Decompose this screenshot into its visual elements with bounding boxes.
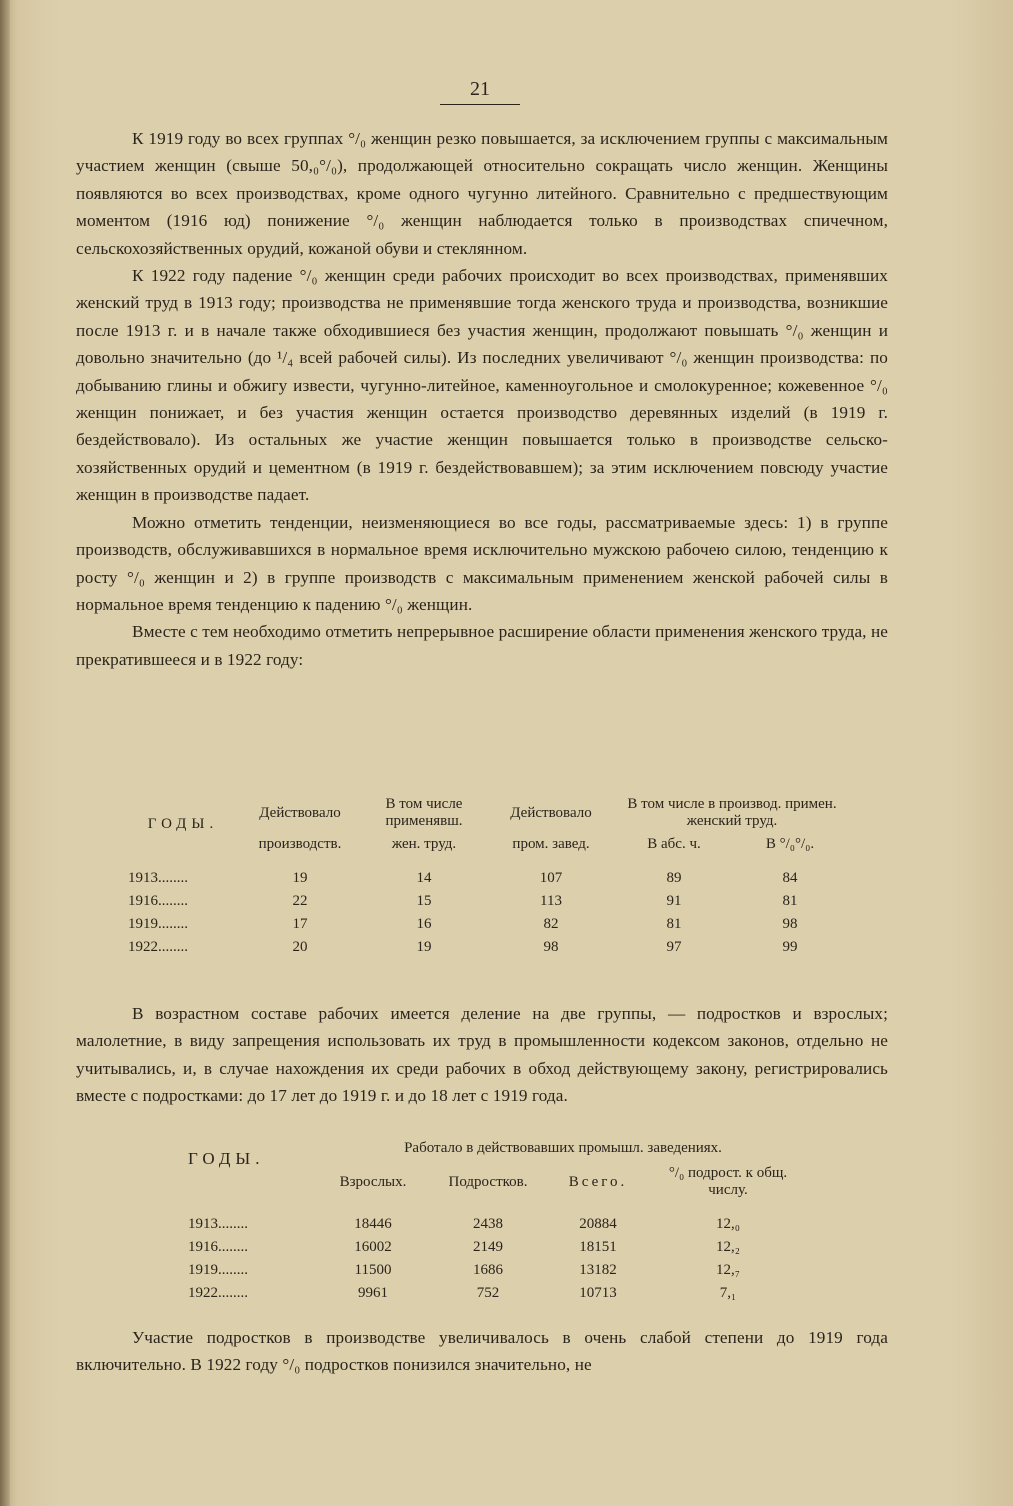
women-labor-table <box>128 796 848 959</box>
table-cell: 98 <box>782 916 798 932</box>
page-number: 21 <box>470 78 490 100</box>
table-row <box>128 890 848 913</box>
table-cell: 16 <box>416 916 432 932</box>
table-cell-year: 1922........ <box>188 1285 248 1301</box>
table-cell-year: 1916........ <box>128 893 188 909</box>
table-header: Взрослых. <box>339 1173 407 1190</box>
table-years-header: ГОДЫ. <box>188 1149 265 1168</box>
table-cell-year: 1919........ <box>188 1262 248 1278</box>
table-cell: 99 <box>782 939 798 955</box>
table-cell: 18151 <box>579 1239 617 1255</box>
table-subheader: пром. завед. <box>512 836 590 852</box>
table-subheader: жен. труд. <box>391 836 457 852</box>
table-cell: 752 <box>476 1285 500 1301</box>
table-cell: 20 <box>292 939 308 955</box>
table-cell: 14 <box>416 870 432 886</box>
table-cell: 20884 <box>579 1216 617 1232</box>
table-cell: 2149 <box>473 1239 503 1255</box>
paragraph: К 1919 году во всех группах °/₀ женщин резко повышается, за исключением группы с максимальным участием женщин (свыше 50,₀°/₀), продолжающей относительно сокращать число женщин. Женщины появляются во всех производствах, кроме одного чугунно литейного. Сравнительно с предшествующим моментом (1916 юд) понижение °/₀ женщин наблюдается только в производствах спичечном, сельскохозяйственных орудий, кожаной обуви и стеклянном. <box>76 129 888 258</box>
table-cell: 11500 <box>354 1262 392 1278</box>
table-cell: 15 <box>416 893 432 909</box>
table-cell: 12,₀ <box>716 1216 740 1232</box>
table-cell: 13182 <box>579 1262 617 1278</box>
table-cell-year: 1916........ <box>188 1239 248 1255</box>
paragraph: В возрастном составе рабочих имеется деление на две группы, — подростков и взрослых; малолетние, в виду запрещения использовать их труд в промышленности кодексом законов, отдельно не учитывались, и, в случае нахождения их среди рабочих в обход действующему закону, регистрировались вместе с подростками: до 17 лет до 1919 г. и до 18 лет с 1919 года. <box>76 1004 888 1106</box>
paragraph: К 1922 году падение °/₀ женщин среди рабочих происходит во всех производствах, применявших женский труд в 1913 году; производства не применявшие тогда женского труда и производства, возникшие после 1913 г. и в начале также обходившиеся без участия женщин, продолжают повышать °/₀ женщин и довольно значительно (до ¹/₄ всей рабочей силы). Из последних увеличивают °/₀ женщин производства: по добыванию глины и обжигу извести, чугунно-литейное, каменноугольное и смолокуренное; кожевенное °/₀ женщин понижает, и без участия женщин остается производство деревянных изделий (в 1919 г. бездействовало). Из остальных же участие женщин повышается только в производстве сельско-хозяйственных орудий и цементном (в 1919 г. бездействовавшем); за этим исключением повсюду участие женщин в производстве падает. <box>76 266 888 505</box>
table-cell-year: 1922........ <box>128 939 188 955</box>
table-cell-year: 1919........ <box>128 916 188 932</box>
table-cell: 18446 <box>354 1216 392 1232</box>
table-cell: 97 <box>666 939 682 955</box>
table-cell: 2438 <box>473 1216 503 1232</box>
table-header: В том числе применявш. <box>385 796 463 829</box>
table-group-header: Работало в действовавших промышл. заведениях. <box>404 1140 722 1156</box>
table-cell: 107 <box>539 870 563 886</box>
table-row <box>128 913 848 936</box>
table-cell: 16002 <box>354 1239 392 1255</box>
table-cell: 19 <box>416 939 432 955</box>
table-header: Действовало <box>510 804 592 821</box>
table-cell: 7,₁ <box>719 1285 737 1301</box>
table-header: Подростков. <box>448 1173 528 1190</box>
table-cell: 89 <box>666 870 682 886</box>
table-cell: 9961 <box>358 1285 388 1301</box>
table-row <box>188 1213 808 1236</box>
workers-age-table <box>188 1140 808 1305</box>
table-cell: 113 <box>540 893 562 909</box>
table-cell: 22 <box>292 893 308 909</box>
paragraph: Вместе с тем необходимо отметить непрерывное расширение области применения женского труда, не прекратившееся и в 1922 году: <box>76 622 889 669</box>
page-number-rule <box>440 104 520 105</box>
table-cell: 19 <box>292 870 308 886</box>
table-cell: 17 <box>292 916 308 932</box>
table-cell: 98 <box>543 939 559 955</box>
book-spine-shadow <box>0 0 10 1506</box>
table-cell: 12,₇ <box>716 1262 740 1278</box>
table-header: Всего. <box>568 1173 628 1190</box>
table-subheader: производств. <box>258 836 342 852</box>
table-cell: 12,₂ <box>716 1239 740 1255</box>
table-subheader: В °/₀°/₀. <box>765 836 815 852</box>
table-cell: 84 <box>782 870 798 886</box>
text-block-top <box>76 125 888 673</box>
text-block-bottom <box>76 1324 888 1379</box>
table-cell: 91 <box>666 893 682 909</box>
table-cell-year: 1913........ <box>188 1216 248 1232</box>
table-group-header: В том числе в производ. примен. женский труд. <box>627 796 837 829</box>
table-row <box>128 936 848 959</box>
paragraph: Участие подростков в производстве увеличивалось в очень слабой степени до 1919 года включительно. В 1922 году °/₀ подростков понизился значительно, не <box>76 1328 888 1375</box>
table-row <box>188 1236 808 1259</box>
table-row <box>128 867 848 890</box>
table-header: Действовало <box>259 804 341 821</box>
table-years-header: ГОДЫ. <box>147 816 219 832</box>
table-cell-year: 1913........ <box>128 870 188 886</box>
text-block-middle <box>76 1000 888 1110</box>
table-cell: 82 <box>543 916 559 932</box>
table-row <box>188 1282 808 1305</box>
table-subheader: В абс. ч. <box>647 836 701 852</box>
table-cell: 10713 <box>579 1285 617 1301</box>
table-row <box>188 1259 808 1282</box>
table-cell: 1686 <box>473 1262 503 1278</box>
table-header: °/₀ подрост. к общ. числу. <box>668 1165 788 1198</box>
table-cell: 81 <box>782 893 798 909</box>
paragraph: Можно отметить тенденции, неизменяющиеся во все годы, рассматриваемые здесь: 1) в группе производств, обслуживавшихся в нормальное время исключительно мужскою рабочею силою, тенденцию к росту °/₀ женщин и 2) в группе производств с максимальным применением женской рабочей силы в нормальное время тенденцию к падению °/₀ женщин. <box>76 512 888 614</box>
table-cell: 81 <box>666 916 682 932</box>
